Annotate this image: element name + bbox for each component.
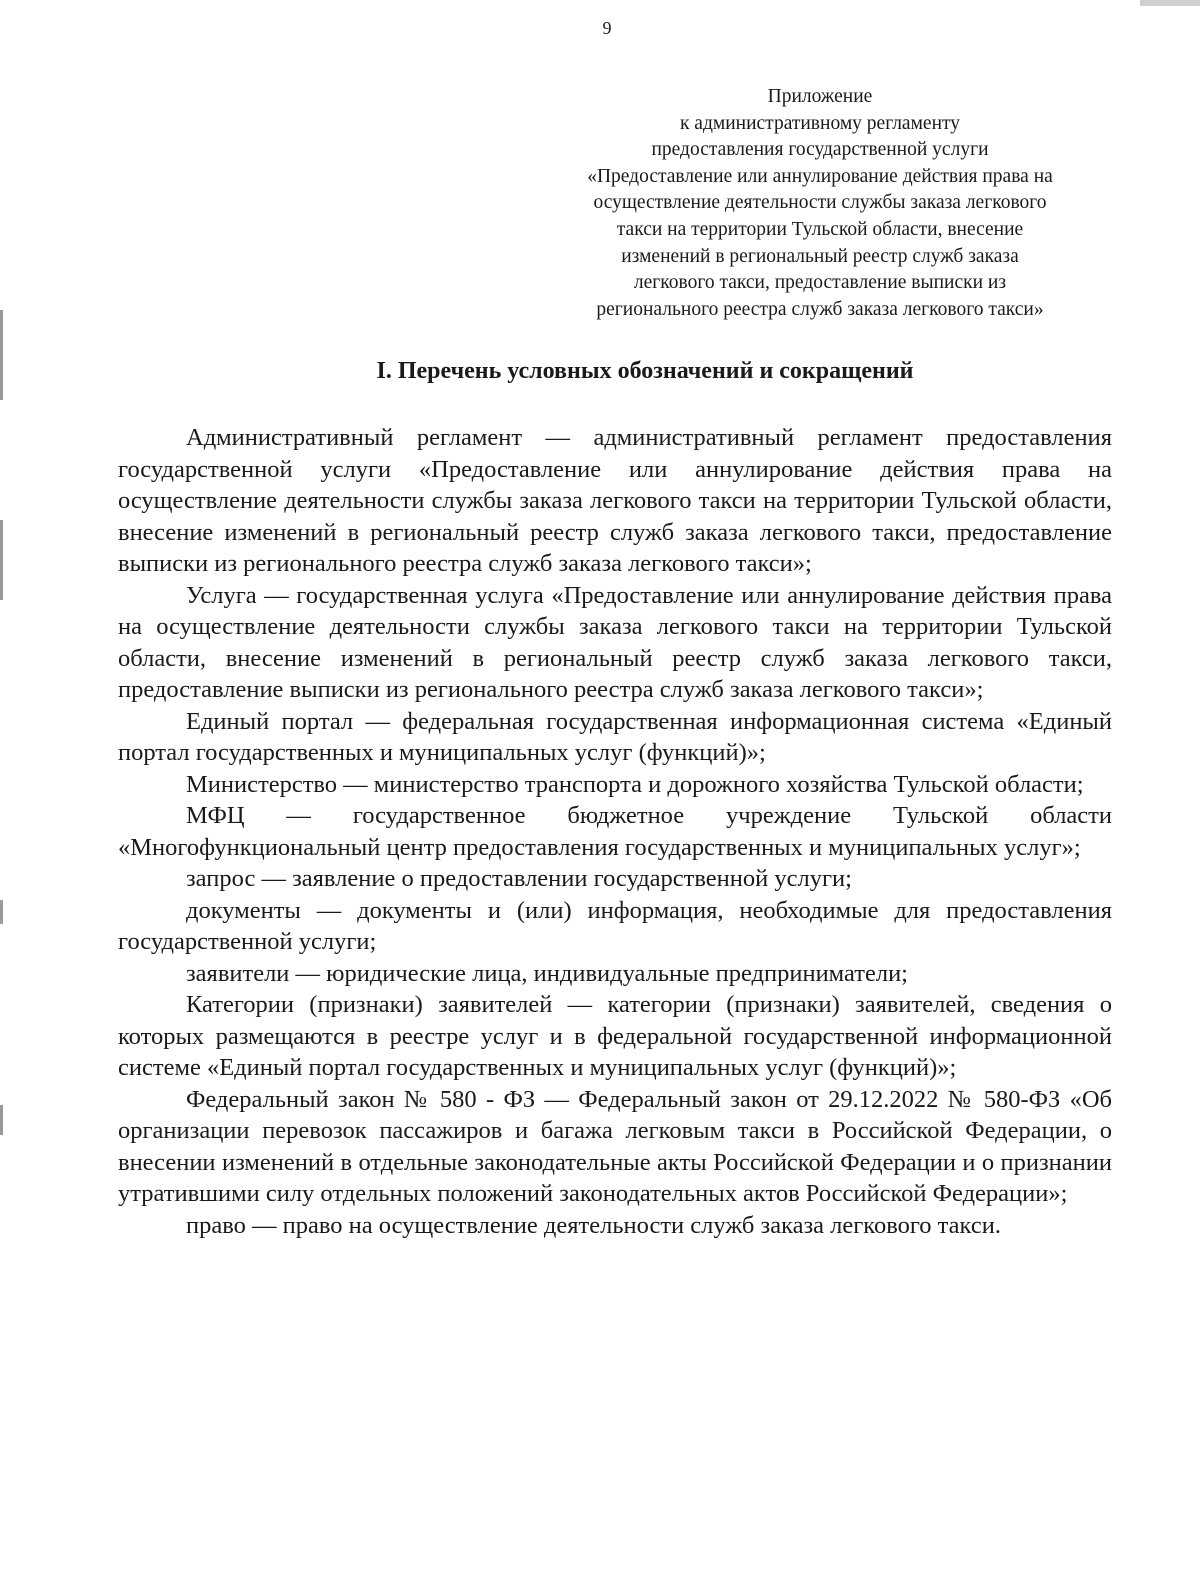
appendix-line: «Предоставление или аннулирование действия права на bbox=[587, 165, 1053, 187]
page-number: 9 bbox=[602, 18, 612, 38]
scan-edge-mark bbox=[0, 900, 3, 924]
scan-edge-mark bbox=[0, 1105, 3, 1135]
definition-unified-portal: Единый портал — федеральная государственная информационная система «Единый портал государственных и муниципальных услуг (функций)»; bbox=[118, 707, 1112, 766]
definition-documents: документы — документы и (или) информация, необходимые для предоставления государственной услуги; bbox=[118, 896, 1112, 955]
definition-ministry: Министерство — министерство транспорта и дорожного хозяйства Тульской области; bbox=[186, 770, 1084, 798]
definition-mfc: МФЦ — государственное бюджетное учреждение Тульской области «Многофункциональный центр предоставления государственных и муниципальных услуг»; bbox=[118, 802, 1112, 861]
definition-applicant-categories: Категории (признаки) заявителей — категории (признаки) заявителей, сведения о которых размещаются в реестре услуг и в федеральной государственной информационной системе «Единый портал государственных и муниципальных услуг (функций)»; bbox=[118, 991, 1112, 1081]
scan-edge-mark bbox=[0, 520, 3, 600]
definition-administrative-regulation: Административный регламент — административный регламент предоставления государственной услуги «Предоставление или аннулирование действия права на осуществление деятельности службы заказа легкового такси на территории Тульской области, внесение изменений в региональный реестр служб заказа легкового такси, предоставление выписки из регионального реестра служб заказа легкового такси»; bbox=[118, 424, 1112, 577]
appendix-line: легкового такси, предоставление выписки из bbox=[633, 272, 1007, 294]
appendix-line: к административному регламенту bbox=[679, 112, 961, 134]
appendix-line: такси на территории Тульской области, внесение bbox=[616, 218, 1024, 240]
section-title: I. Перечень условных обозначений и сокращений bbox=[376, 358, 914, 384]
definitions-list bbox=[118, 422, 1112, 1241]
definition-request: запрос — заявление о предоставлении государственной услуги; bbox=[186, 865, 852, 892]
appendix-line: осуществление деятельности службы заказа легкового bbox=[593, 192, 1047, 214]
definition-right: право — право на осуществление деятельности служб заказа легкового такси. bbox=[186, 1211, 1001, 1239]
appendix-header bbox=[520, 84, 1120, 323]
scan-edge-mark bbox=[0, 310, 3, 400]
appendix-line: Приложение bbox=[767, 86, 873, 107]
definition-federal-law-580: Федеральный закон № 580 - ФЗ — Федеральный закон от 29.12.2022 № 580-ФЗ «Об организации перевозок пассажиров и багажа легковым такси в Российской Федерации, о внесении изменений в отдельные законодательные акты Российской Федерации и о признании утратившими силу отдельных положений законодательных актов Российской Федерации»; bbox=[118, 1085, 1112, 1207]
appendix-line: регионального реестра служб заказа легкового такси» bbox=[596, 298, 1044, 320]
definition-service: Услуга — государственная услуга «Предоставление или аннулирование действия права на осуществление деятельности службы заказа легкового такси на территории Тульской области, внесение изменений в региональный реестр служб заказа легкового такси, предоставление выписки из регионального реестра служб заказа легкового такси»; bbox=[118, 581, 1112, 703]
appendix-line: предоставления государственной услуги bbox=[651, 139, 989, 161]
scan-corner-mark bbox=[1140, 0, 1200, 6]
appendix-line: изменений в региональный реестр служб заказа bbox=[621, 245, 1019, 267]
definition-applicants: заявители — юридические лица, индивидуальные предприниматели; bbox=[186, 959, 908, 987]
